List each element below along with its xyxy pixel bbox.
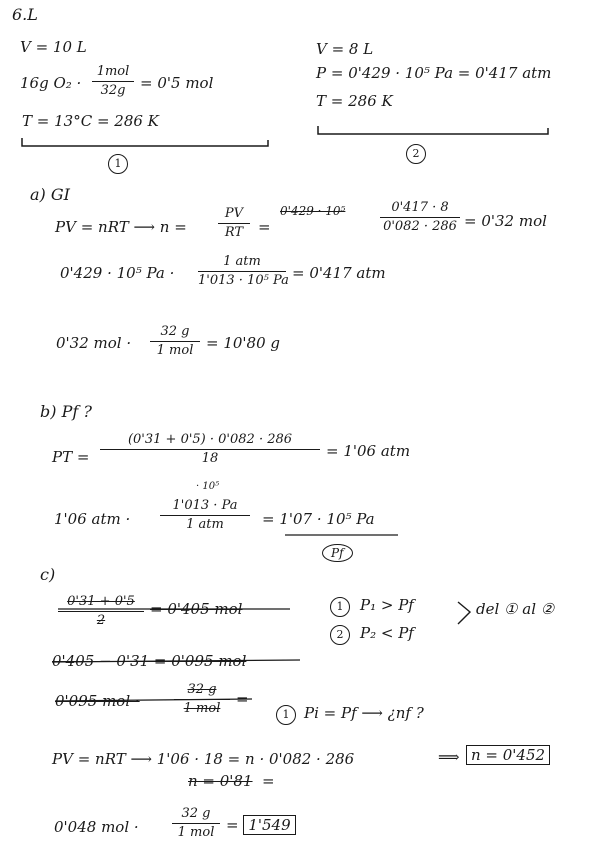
part-c-note2: P₂ < Pf [360,624,414,642]
part-c-final-boxed: 1'549 [243,815,295,835]
part-b-exp-mark: · 10⁵ [196,481,220,492]
part-a-n-num: 0'417 · 8 [391,200,449,215]
part-c-mass-tail: = [236,690,249,708]
part-c-note1: P₁ > Pf [360,596,414,614]
part-c-pv-boxed: n = 0'452 [466,745,550,765]
part-c-pv-arrow: ⟹ [438,748,460,766]
part-a-n-den: 0'082 · 286 [383,219,457,234]
part-c-circle3-wrap: 1 [276,704,296,725]
part-a-eq-sign: = [258,218,271,236]
part-b-pt-num: (0'31 + 0'5) · 0'082 · 286 [127,432,293,447]
part-c-pv-eq: PV = nRT ⟶ 1'06 · 18 = n · 0'082 · 286 [52,750,355,768]
part-c-note1-tail: del ① al ② [476,600,555,618]
part-c-circle1-wrap: 1 [330,596,350,617]
part-c-circle2-wrap: 2 [330,624,350,645]
state1-temperature: T = 13°C = 286 K [22,112,159,130]
state2-label: 2 [406,144,426,164]
part-c-final-prefix: 0'048 mol · [54,818,139,836]
part-c-pv-struck-tail: = [262,772,275,790]
state2-volume: V = 8 L [316,40,374,58]
part-c-avg-result: = 0'405 mol [150,600,243,618]
part-b-conv-den: 1 atm [186,517,224,532]
part-a-mass-fraction [150,324,200,359]
state1-volume: V = 10 L [20,38,87,56]
part-b-conv-result: = 1'07 · 10⁵ Pa [262,510,375,528]
part-a-conv-fraction [198,254,289,289]
part-c-avg-num: 0'31 + 0'5 [67,594,135,609]
part-c-pv-struck: n = 0'81 [188,772,253,790]
part-c-mass-num: 32 g [187,682,217,697]
part-b-pf-label: Pf [322,544,353,562]
part-b-pf-wrap [322,544,353,562]
part-c-pv-boxed-wrap [466,746,550,764]
part-a-mass-den: 1 mol [156,343,194,358]
state2-pressure: P = 0'429 · 10⁵ Pa = 0'417 atm [316,64,552,82]
part-c-note3: Pi = Pf ⟶ ¿nf ? [304,704,424,722]
part-c-mass-prefix: 0'095 mol · [55,692,140,710]
part-b-heading: b) Pf ? [40,402,92,421]
state1-mass-fraction [92,64,134,99]
state1-mass-prefix: 16g O₂ · [20,74,82,92]
part-a-conv-prefix: 0'429 · 10⁵ Pa · [60,264,175,282]
part-b-conv-prefix: 1'06 atm · [54,510,131,528]
state1-mass-result: = 0'5 mol [140,74,214,92]
part-c-avg-den: 2 [96,613,106,628]
part-c-heading: c) [40,565,56,584]
part-b-pt-label: PT = [52,448,90,466]
part-c-avg-fraction [58,594,144,629]
part-c-mass-den: 1 mol [183,701,221,716]
part-c-diff: 0'405 − 0'31 = 0'095 mol [52,652,247,670]
part-a-rt: RT [224,225,244,240]
state1-mass-num: 1mol [96,64,130,79]
part-b-conv-num: 1'013 · Pa [172,498,238,513]
part-a-heading: a) GI [30,185,70,204]
part-a-conv-den: 1'013 · 10⁵ Pa [198,273,289,288]
state1-mass-den: 32g [100,83,126,98]
part-a-pv: PV [224,206,244,221]
part-b-conv-fraction [160,498,250,533]
part-c-final-fraction [172,806,220,841]
part-a-conv-num: 1 atm [223,254,261,269]
part-a-struck-term: 0'429 · 10⁵ [280,204,346,218]
problem-number: 6.L [12,5,38,24]
part-b-pt-den: 18 [201,451,219,466]
part-a-eq-left: PV = nRT ⟶ n = [55,218,187,236]
state1-label: 1 [108,154,128,174]
part-c-mass-fraction [174,682,230,717]
part-a-mass-num: 32 g [160,324,190,339]
part-a-conv-result: = 0'417 atm [292,264,386,282]
part-a-mass-prefix: 0'32 mol · [56,334,132,352]
part-b-pt-result: = 1'06 atm [326,442,411,460]
part-a-n-fraction [380,200,460,235]
part-b-pt-fraction [100,432,320,467]
part-c-final-boxed-wrap: = 1'549 [226,816,296,834]
part-a-mass-result: = 10'80 g [206,334,281,352]
part-a-pv-rt-fraction [218,206,250,241]
state2-temperature: T = 286 K [316,92,393,110]
part-c-final-den: 1 mol [177,825,215,840]
state2-label-wrap [406,143,426,164]
part-c-final-num: 32 g [181,806,211,821]
part-a-n-result: = 0'32 mol [464,212,547,230]
state1-label-wrap [108,153,128,174]
